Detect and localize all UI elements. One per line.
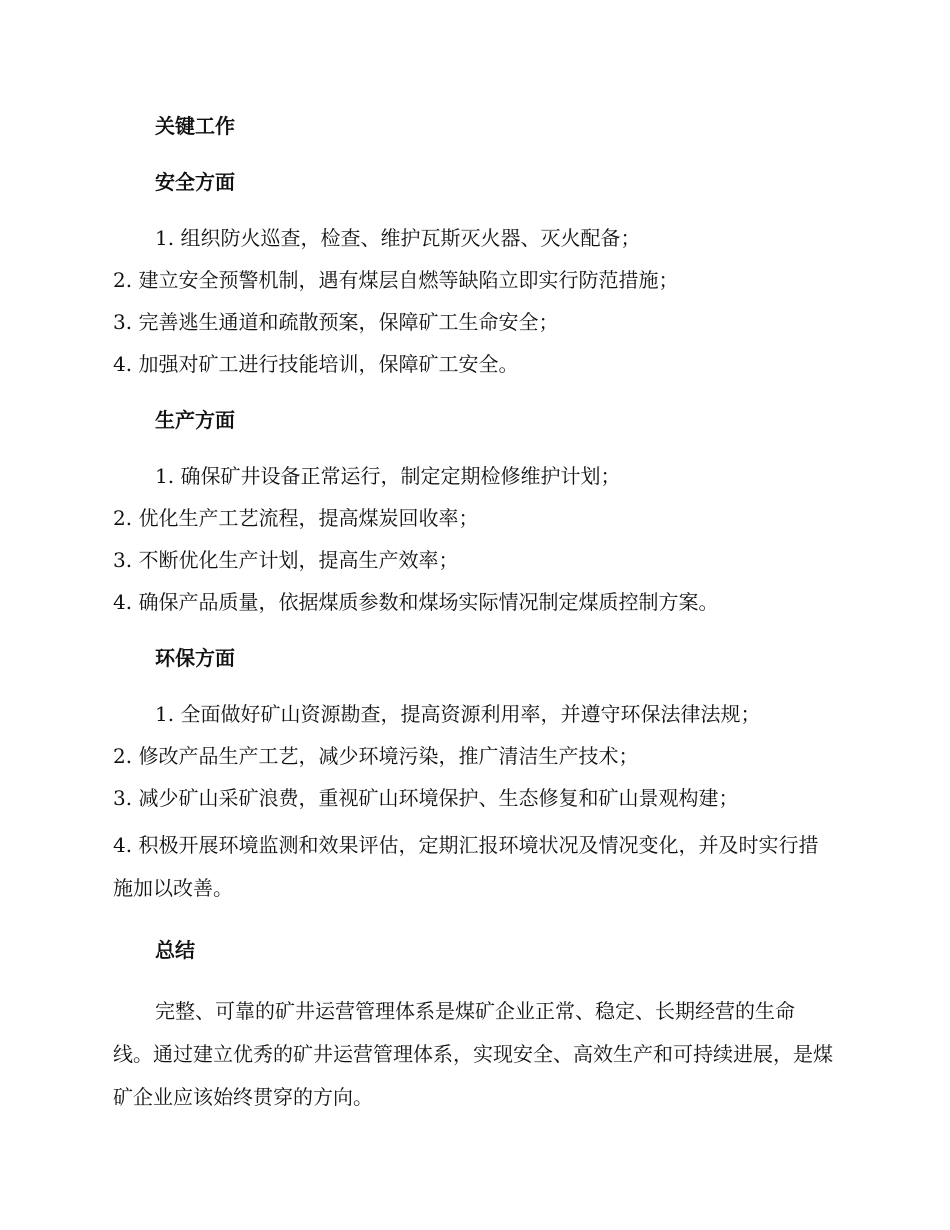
production-item-3: 3. 不断优化生产计划，提高生产效率； [113,548,459,572]
key-work-heading: 关键工作 [155,114,235,138]
document-content [113,110,833,1119]
production-item-4: 4. 确保产品质量，依据煤质参数和煤场实际情况制定煤质控制方案。 [113,590,719,614]
production-item-1: 1. 确保矿井设备正常运行，制定定期检修维护计划； [155,464,621,488]
production-item-2: 2. 优化生产工艺流程，提高煤炭回收率； [113,506,479,530]
safety-item-2: 2. 建立安全预警机制，遇有煤层自燃等缺陷立即实行防范措施； [113,268,679,292]
environment-item-3: 3. 减少矿山采矿浪费，重视矿山环境保护、生态修复和矿山景观构建； [113,786,739,810]
safety-item-4: 4. 加强对矿工进行技能培训，保障矿工安全。 [113,352,519,376]
environment-heading: 环保方面 [155,646,235,670]
production-heading: 生产方面 [155,408,235,432]
summary-heading: 总结 [155,938,195,962]
safety-item-3: 3. 完善逃生通道和疏散预案，保障矿工生命安全； [113,310,559,334]
safety-item-1: 1. 组织防火巡查，检查、维护瓦斯灭火器、灭火配备； [155,226,641,250]
environment-item-1: 1. 全面做好矿山资源勘查，提高资源利用率，并遵守环保法律法规； [155,702,761,726]
safety-heading: 安全方面 [155,170,235,194]
environment-item-2: 2. 修改产品生产工艺，减少环境污染，推广清洁生产技术； [113,744,639,768]
summary-paragraph: 完整、可靠的矿井运营管理体系是煤矿企业正常、稳定、长期经营的生命线。通过建立优秀的矿井运营管理体系，实现安全、高效生产和可持续进展，是煤矿企业应该始终贯穿的方向。 [113,999,833,1109]
environment-item-4: 4. 积极开展环境监测和效果评估，定期汇报环境状况及情况变化，并及时实行措施加以改善。 [113,833,819,900]
